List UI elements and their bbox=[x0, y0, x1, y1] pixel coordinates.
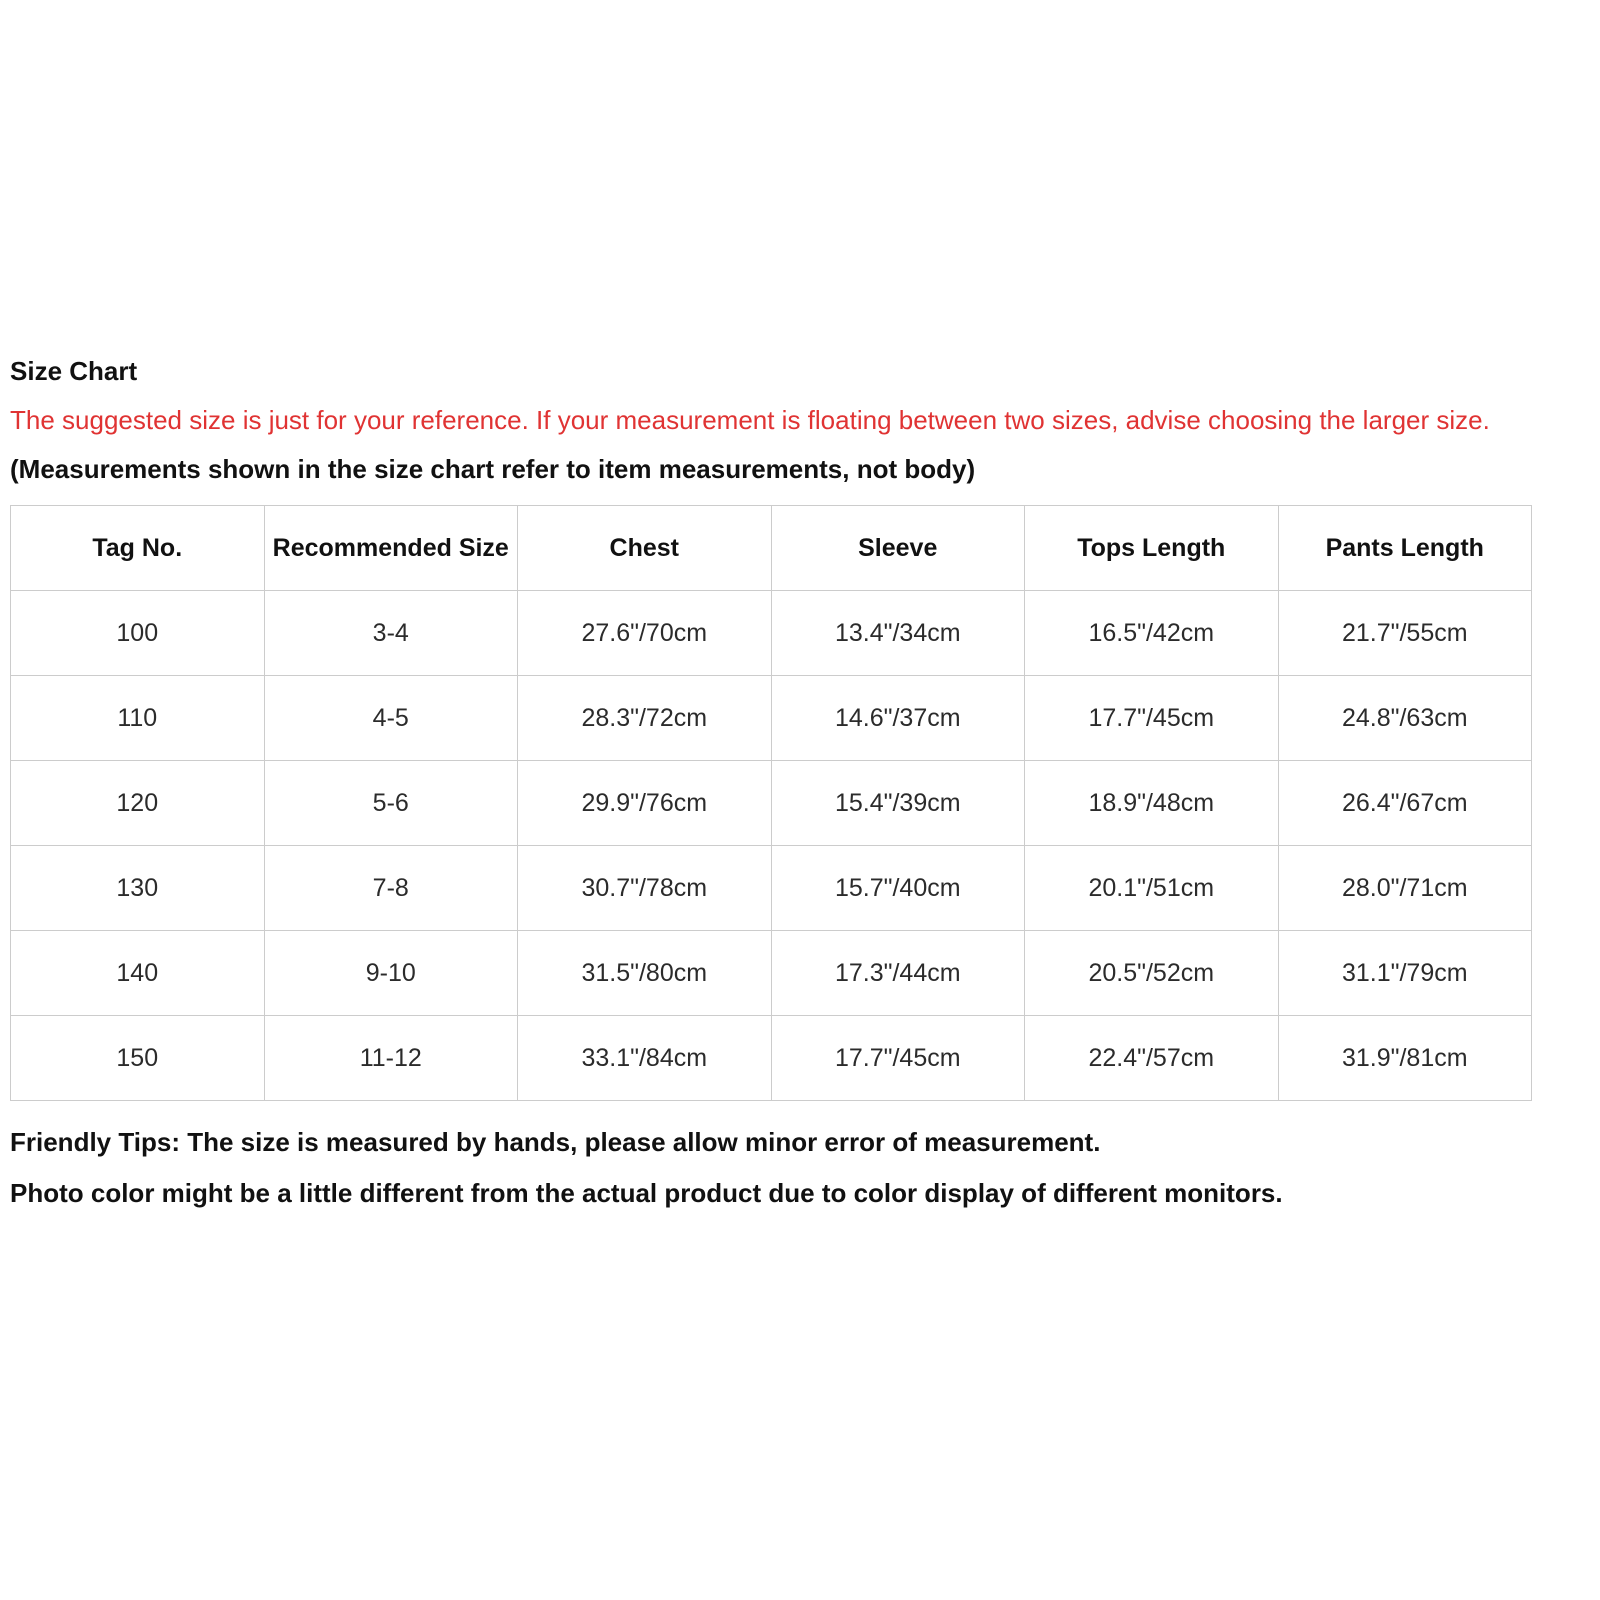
size-chart-table bbox=[10, 505, 1532, 1101]
size-chart-content bbox=[10, 356, 1532, 1229]
column-header-sleeve: Sleeve bbox=[771, 506, 1025, 591]
table-cell: 28.0"/71cm bbox=[1278, 846, 1532, 931]
table-cell: 120 bbox=[11, 761, 265, 846]
table-cell: 18.9"/48cm bbox=[1025, 761, 1279, 846]
friendly-tips bbox=[10, 1127, 1532, 1209]
table-cell: 17.3"/44cm bbox=[771, 931, 1025, 1016]
size-chart-table-body bbox=[11, 591, 1532, 1101]
table-cell: 15.4"/39cm bbox=[771, 761, 1025, 846]
table-row bbox=[11, 931, 1532, 1016]
table-row bbox=[11, 846, 1532, 931]
table-cell: 13.4"/34cm bbox=[771, 591, 1025, 676]
table-cell: 30.7"/78cm bbox=[518, 846, 772, 931]
table-cell: 17.7"/45cm bbox=[1025, 676, 1279, 761]
table-cell: 14.6"/37cm bbox=[771, 676, 1025, 761]
table-cell: 29.9"/76cm bbox=[518, 761, 772, 846]
size-chart-table-header bbox=[11, 506, 1532, 591]
table-cell: 31.9"/81cm bbox=[1278, 1016, 1532, 1101]
table-cell: 130 bbox=[11, 846, 265, 931]
table-cell: 4-5 bbox=[264, 676, 518, 761]
table-cell: 20.5"/52cm bbox=[1025, 931, 1279, 1016]
table-cell: 24.8"/63cm bbox=[1278, 676, 1532, 761]
header-row bbox=[11, 506, 1532, 591]
table-row bbox=[11, 676, 1532, 761]
column-header-tag-no: Tag No. bbox=[11, 506, 265, 591]
table-cell: 31.1"/79cm bbox=[1278, 931, 1532, 1016]
table-cell: 21.7"/55cm bbox=[1278, 591, 1532, 676]
table-cell: 15.7"/40cm bbox=[771, 846, 1025, 931]
table-cell: 17.7"/45cm bbox=[771, 1016, 1025, 1101]
friendly-tip-measurement: Friendly Tips: The size is measured by hands, please allow minor error of measurement. bbox=[10, 1127, 1101, 1157]
table-cell: 9-10 bbox=[264, 931, 518, 1016]
table-cell: 5-6 bbox=[264, 761, 518, 846]
table-cell: 20.1"/51cm bbox=[1025, 846, 1279, 931]
table-cell: 140 bbox=[11, 931, 265, 1016]
table-cell: 16.5"/42cm bbox=[1025, 591, 1279, 676]
table-cell: 100 bbox=[11, 591, 265, 676]
size-suggestion-notice: The suggested size is just for your reference. If your measurement is floating between two sizes, advise choosing the larger size. bbox=[10, 405, 1490, 435]
table-cell: 3-4 bbox=[264, 591, 518, 676]
table-cell: 27.6"/70cm bbox=[518, 591, 772, 676]
column-header-pants-length: Pants Length bbox=[1278, 506, 1532, 591]
table-row bbox=[11, 761, 1532, 846]
column-header-chest: Chest bbox=[518, 506, 772, 591]
table-cell: 7-8 bbox=[264, 846, 518, 931]
column-header-tops-length: Tops Length bbox=[1025, 506, 1279, 591]
friendly-tip-photo-color: Photo color might be a little different from the actual product due to color display of different monitors. bbox=[10, 1178, 1283, 1208]
table-cell: 31.5"/80cm bbox=[518, 931, 772, 1016]
table-row bbox=[11, 1016, 1532, 1101]
table-cell: 110 bbox=[11, 676, 265, 761]
page-title: Size Chart bbox=[10, 356, 138, 386]
measurement-note: (Measurements shown in the size chart refer to item measurements, not body) bbox=[10, 454, 976, 484]
table-row bbox=[11, 591, 1532, 676]
table-cell: 11-12 bbox=[264, 1016, 518, 1101]
table-cell: 28.3"/72cm bbox=[518, 676, 772, 761]
column-header-recommended-size: Recommended Size bbox=[264, 506, 518, 591]
table-cell: 22.4"/57cm bbox=[1025, 1016, 1279, 1101]
table-cell: 33.1"/84cm bbox=[518, 1016, 772, 1101]
table-cell: 26.4"/67cm bbox=[1278, 761, 1532, 846]
table-cell: 150 bbox=[11, 1016, 265, 1101]
